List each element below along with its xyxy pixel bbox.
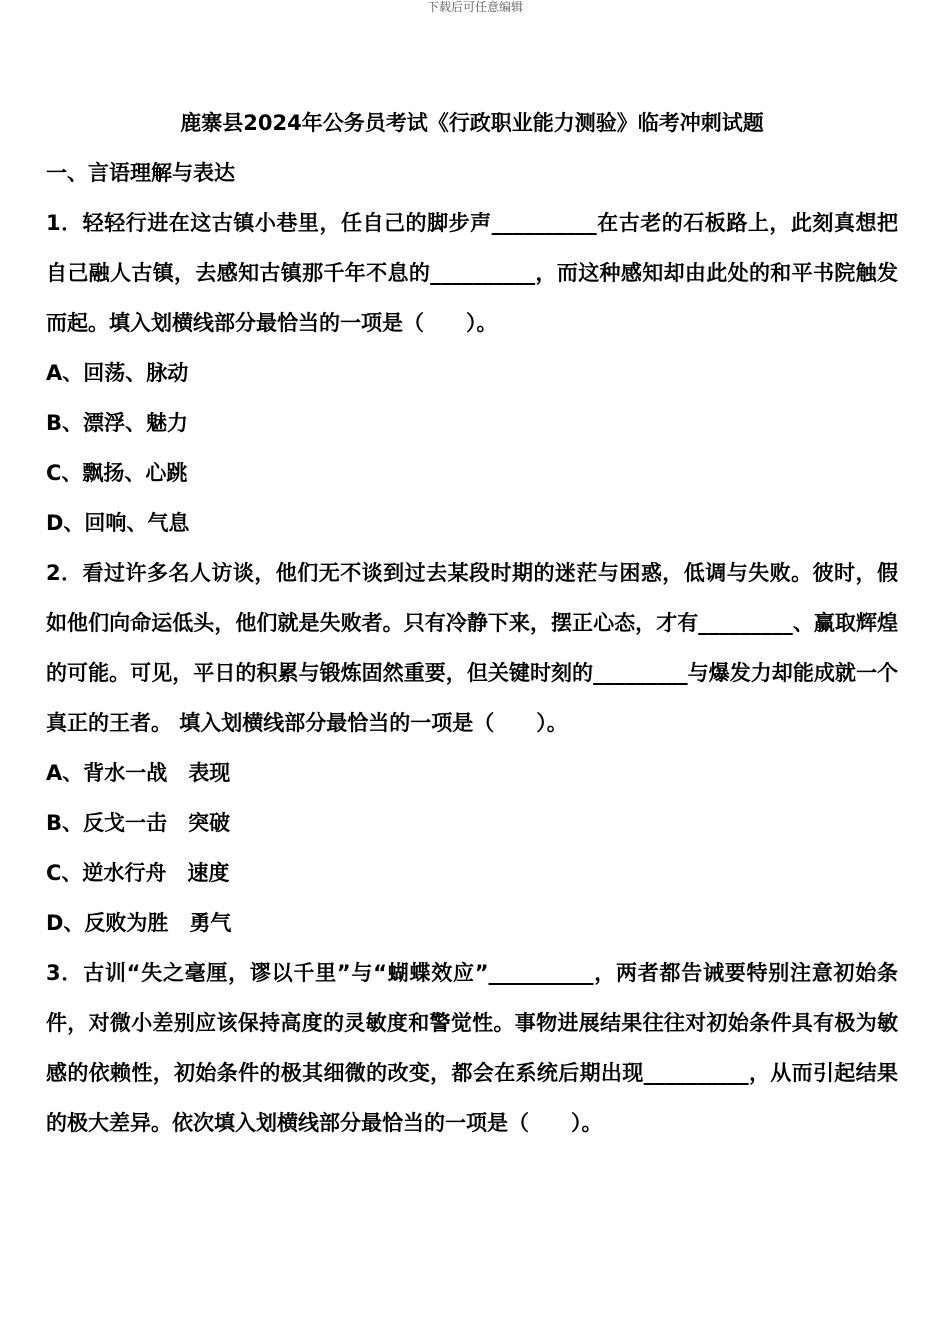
document-page <box>46 108 898 1148</box>
option-b: B、漂浮、魅力 <box>46 411 189 435</box>
option-c: C、逆水行舟 速度 <box>46 861 230 885</box>
section-heading: 一、言语理解与表达 <box>46 161 235 185</box>
question-1 <box>46 198 898 548</box>
option-a: A、背水一战 表现 <box>46 761 231 785</box>
option-d: D、回响、气息 <box>46 511 190 535</box>
question-3 <box>46 948 898 1148</box>
question-text: 3．古训“失之毫厘，谬以千里”与“蝴蝶效应”__________，两者都告诫要特别注意初始条件，对微小差别应该保持高度的灵敏度和警觉性。事物进展结果往往对初始条件具有极为敏感的依赖性，初始条件的极其细微的改变，都会在系统后期出现__________，从而引起结果的极大差异。依次填入划横线部分最恰当的一项是（ ）。 <box>46 961 898 1135</box>
option-c: C、飘扬、心跳 <box>46 461 188 485</box>
option-d: D、反败为胜 勇气 <box>46 911 232 935</box>
document-title: 鹿寨县2024年公务员考试《行政职业能力测验》临考冲刺试题 <box>180 111 764 135</box>
question-text: 2．看过许多名人访谈，他们无不谈到过去某段时期的迷茫与困惑，低调与失败。彼时，假如他们向命运低头，他们就是失败者。只有冷静下来，摆正心态，才有_________、赢取辉煌的可能。可见，平日的积累与锻炼固然重要，但关键时刻的_________与爆发力却能成就一个真正的王者。 填入划横线部分最恰当的一项是（ ）。 <box>46 561 898 735</box>
question-2 <box>46 548 898 948</box>
option-b: B、反戈一击 突破 <box>46 811 231 835</box>
option-a: A、回荡、脉动 <box>46 361 189 385</box>
question-text: 1．轻轻行进在这古镇小巷里，任自己的脚步声__________在古老的石板路上，此刻真想把自己融人古镇，去感知古镇那千年不息的__________，而这种感知却由此处的和平书院触发而起。填入划横线部分最恰当的一项是（ ）。 <box>46 211 898 335</box>
watermark: 下载后可任意编辑 <box>426 0 523 14</box>
